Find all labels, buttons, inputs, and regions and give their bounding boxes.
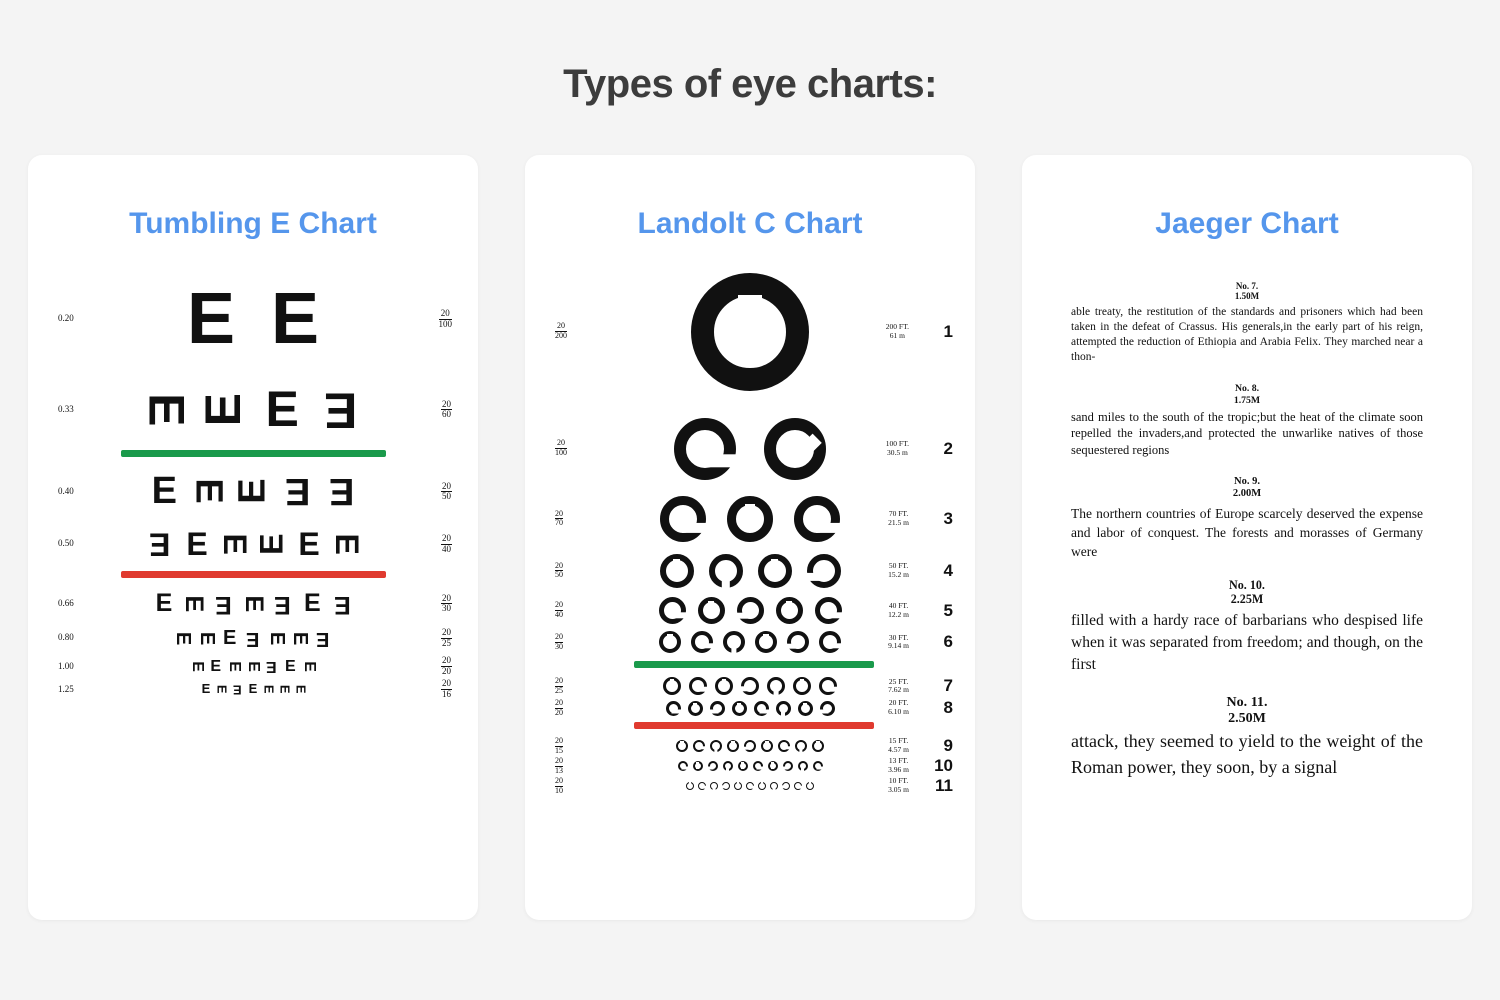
line-number-label: 9 <box>943 736 953 756</box>
optotype-landolt-c <box>793 677 811 695</box>
optotype-landolt-c <box>723 631 745 653</box>
optotype-landolt-c <box>688 701 703 716</box>
optotype-e: E <box>293 684 309 694</box>
optotype-e: E <box>222 626 237 649</box>
optotype-e: E <box>300 660 318 672</box>
landolt-c-row <box>539 736 961 756</box>
landolt-c-gap <box>805 573 824 581</box>
snellen-fraction-label: 20 40 <box>442 533 451 554</box>
optotype-e: E <box>172 631 195 645</box>
optotype-e: E <box>214 684 230 694</box>
snellen-fraction-label: 20 20 <box>442 655 451 676</box>
optotype-e: E <box>151 470 177 513</box>
landolt-c-gap <box>672 709 682 713</box>
optotype-landolt-c <box>678 761 688 771</box>
optotype-landolt-c <box>764 418 826 480</box>
jaeger-block-text: filled with a hardy race of barbarians who despised life when it was separated from freedom; and though, on the first <box>1071 611 1423 673</box>
optotype-landolt-c <box>710 701 725 716</box>
optotype-landolt-c <box>794 496 840 542</box>
landolt-c-row <box>539 776 961 796</box>
landolt-c-gap <box>682 767 689 770</box>
test-distance-label: 10 FT. 3.05 m <box>888 776 909 795</box>
optotype-landolt-c <box>776 597 803 624</box>
tumbling-e-row <box>46 680 460 699</box>
landolt-c-row <box>539 549 961 593</box>
optotype-landolt-c <box>813 761 823 771</box>
line-number-label: 8 <box>943 698 953 718</box>
tumbling-e-row <box>46 655 460 678</box>
landolt-c-chart <box>525 255 975 796</box>
landolt-c-gap <box>701 644 714 649</box>
landolt-c-gap <box>721 786 727 789</box>
card-landolt-c[interactable] <box>525 155 975 920</box>
line-number-label: 3 <box>943 508 953 528</box>
optotype-group <box>678 761 823 771</box>
optotype-landolt-c <box>795 740 807 752</box>
optotype-e: E <box>138 392 195 427</box>
landolt-c-gap <box>696 762 699 769</box>
optotype-landolt-c <box>715 677 733 695</box>
optotype-group <box>186 279 320 359</box>
landolt-c-gap <box>781 786 787 789</box>
optotype-e: E <box>216 533 253 555</box>
optotype-e: E <box>201 681 211 697</box>
optotype-landolt-c <box>708 761 718 771</box>
test-distance-label: 20 FT. 6.10 m <box>888 698 909 717</box>
optotype-landolt-c <box>660 554 694 588</box>
line-number-label: 5 <box>943 600 953 620</box>
decimal-acuity-label: 0.80 <box>58 632 74 643</box>
tumbling-e-row <box>46 624 460 653</box>
green-reference-bar <box>634 661 874 668</box>
landolt-c-gap <box>714 747 717 755</box>
optotype-landolt-c <box>778 740 790 752</box>
optotype-landolt-c <box>807 554 841 588</box>
test-distance-label: 50 FT. 15.2 m <box>888 561 909 579</box>
jaeger-block-text: able treaty, the restitution of the standards and prisoners which had been taken in the defeat of Crassus. His generals,in the early part of his reign, attempted the reduction of Ethiopia and Arabia Felix. They marched near a thon- <box>1071 305 1423 364</box>
landolt-c-gap <box>803 703 807 713</box>
snellen-fraction-label: 20 30 <box>555 632 563 651</box>
optotype-landolt-c <box>674 418 736 480</box>
optotype-group <box>660 554 841 588</box>
optotype-landolt-c <box>732 701 747 716</box>
snellen-fraction-label: 20 10 <box>555 775 563 795</box>
test-distance-label: 30 FT. 9.14 m <box>888 632 909 651</box>
landolt-c-gap <box>799 747 802 755</box>
optotype-group <box>188 657 318 675</box>
landolt-c-gap <box>745 504 755 529</box>
test-distance-label: 70 FT. 21.5 m <box>888 509 909 527</box>
optotype-group <box>151 470 355 513</box>
jaeger-chart <box>1071 281 1423 780</box>
decimal-acuity-label: 0.40 <box>58 485 74 496</box>
landolt-c-gap <box>790 433 823 466</box>
optotype-e: E <box>328 533 365 555</box>
test-distance-label: 40 FT. 12.2 m <box>888 600 909 619</box>
optotype-landolt-c <box>727 496 773 542</box>
card-title-tumbling-e: Tumbling E Chart <box>129 207 377 240</box>
optotype-landolt-c <box>758 782 766 790</box>
optotype-landolt-c <box>734 782 742 790</box>
optotype-landolt-c <box>758 554 792 588</box>
line-number-label: 10 <box>934 756 953 776</box>
landolt-c-gap <box>709 709 719 713</box>
optotype-landolt-c <box>693 740 705 752</box>
landolt-c-gap <box>809 782 812 788</box>
test-distance-label: 15 FT. 4.57 m <box>888 736 909 755</box>
jaeger-block-text: The northern countries of Europe scarcely deserved the expense and labor of conquest. The forests and morasses of Germany were <box>1071 505 1423 559</box>
optotype-landolt-c <box>691 631 713 653</box>
landolt-c-gap <box>689 782 692 788</box>
optotype-group <box>676 740 824 752</box>
line-number-label: 1 <box>943 321 953 341</box>
optotype-landolt-c <box>820 701 835 716</box>
landolt-c-gap <box>741 762 744 769</box>
optotype-landolt-c <box>815 597 842 624</box>
landolt-c-gap <box>783 746 791 749</box>
jaeger-block <box>1071 579 1423 676</box>
optotype-landolt-c <box>709 554 743 588</box>
optotype-e: E <box>214 590 232 619</box>
optotype-group <box>691 273 809 391</box>
optotype-landolt-c <box>722 782 730 790</box>
landolt-c-gap <box>731 645 736 658</box>
optotype-e: E <box>248 681 258 697</box>
card-tumbling-e[interactable] <box>28 155 478 920</box>
optotype-group <box>674 418 826 480</box>
optotype-group <box>172 626 330 650</box>
landolt-c-gap <box>760 709 770 713</box>
landolt-c-gap <box>763 634 768 647</box>
optotype-e: E <box>316 627 330 650</box>
landolt-c-gap <box>708 601 714 617</box>
optotype-landolt-c <box>798 761 808 771</box>
optotype-landolt-c <box>727 740 739 752</box>
landolt-c-row <box>539 593 961 628</box>
optotype-landolt-c <box>738 761 748 771</box>
line-number-label: 2 <box>943 438 953 458</box>
snellen-fraction-label: 20 16 <box>442 678 451 699</box>
snellen-fraction-label: 20 100 <box>555 438 567 458</box>
test-distance-label: 13 FT. 3.96 m <box>888 756 909 775</box>
landolt-c-row <box>539 408 961 489</box>
landolt-c-gap <box>737 703 741 713</box>
snellen-fraction-label: 20 70 <box>555 508 563 528</box>
optotype-landolt-c <box>776 701 791 716</box>
optotype-group <box>138 380 358 439</box>
optotype-e: E <box>148 526 171 563</box>
landolt-c-gap <box>707 767 714 770</box>
jaeger-block-heading: No. 7. 1.50M <box>1234 281 1260 302</box>
landolt-c-gap <box>682 523 707 533</box>
optotype-landolt-c <box>744 740 756 752</box>
snellen-fraction-label: 20 60 <box>442 398 451 420</box>
landolt-c-gap <box>819 709 829 713</box>
optotype-landolt-c <box>819 677 837 695</box>
optotype-landolt-c <box>819 631 841 653</box>
landolt-c-gap <box>698 746 706 749</box>
decimal-acuity-label: 0.33 <box>58 403 74 414</box>
landolt-c-gap <box>771 762 774 769</box>
green-reference-bar <box>121 450 386 457</box>
landolt-c-gap <box>827 612 843 618</box>
landolt-c-row <box>539 756 961 776</box>
landolt-c-gap <box>673 559 681 578</box>
snellen-fraction-label: 20 25 <box>442 627 451 648</box>
decimal-acuity-label: 0.20 <box>58 313 74 324</box>
jaeger-block <box>1071 476 1423 561</box>
landolt-c-gap <box>781 710 785 720</box>
page-title: Types of eye charts: <box>563 62 937 106</box>
landolt-c-row <box>539 698 961 718</box>
optotype-e: E <box>186 525 208 562</box>
optotype-group <box>686 782 814 790</box>
decimal-acuity-label: 0.66 <box>58 597 74 608</box>
line-number-label: 11 <box>935 776 953 796</box>
optotype-e: E <box>187 478 230 505</box>
optotype-e: E <box>265 380 299 437</box>
optotype-e: E <box>195 392 252 427</box>
red-reference-bar <box>634 722 874 729</box>
snellen-fraction-label: 20 30 <box>442 592 451 613</box>
landolt-c-gap <box>726 767 729 774</box>
optotype-e: E <box>274 590 292 619</box>
optotype-landolt-c <box>666 701 681 716</box>
optotype-landolt-c <box>660 496 706 542</box>
optotype-landolt-c <box>798 701 813 716</box>
landolt-c-gap <box>731 741 734 749</box>
landolt-c-gap <box>829 644 842 649</box>
optotype-e: E <box>231 478 274 505</box>
card-title-landolt-c: Landolt C Chart <box>637 207 863 240</box>
landolt-c-gap <box>801 767 804 774</box>
optotype-group <box>201 681 309 698</box>
optotype-e: E <box>266 657 277 675</box>
optotype-landolt-c <box>676 740 688 752</box>
optotype-landolt-c <box>746 782 754 790</box>
tumbling-e-row <box>46 464 460 519</box>
landolt-c-gap <box>817 767 824 770</box>
landolt-c-gap <box>816 741 819 749</box>
jaeger-block-text: attack, they seemed to yield to the weight of the Roman power, they soon, by a signal <box>1071 731 1423 777</box>
jaeger-block-heading: No. 8. 1.75M <box>1233 383 1261 406</box>
landolt-c-gap <box>704 454 737 467</box>
optotype-e: E <box>246 627 260 650</box>
landolt-c-gap <box>697 687 708 692</box>
optotype-landolt-c <box>787 631 809 653</box>
optotype-group <box>666 701 835 716</box>
optotype-landolt-c <box>783 761 793 771</box>
decimal-acuity-label: 1.25 <box>58 683 74 694</box>
optotype-e: E <box>186 279 235 359</box>
landolt-c-gap <box>667 634 672 647</box>
landolt-c-gap <box>761 782 764 788</box>
landolt-c-gap <box>827 687 838 692</box>
landolt-c-gap <box>670 679 675 690</box>
snellen-fraction-label: 20 20 <box>555 697 563 717</box>
optotype-group <box>663 677 837 695</box>
optotype-landolt-c <box>770 782 778 790</box>
snellen-fraction-label: 20 13 <box>555 755 563 775</box>
optotype-e: E <box>271 279 320 359</box>
optotype-e: E <box>195 631 218 645</box>
optotype-e: E <box>261 684 277 694</box>
tumbling-e-row <box>46 267 460 371</box>
optotype-e: E <box>244 660 262 672</box>
tumbling-e-chart <box>28 267 478 699</box>
optotype-landolt-c <box>659 597 686 624</box>
landolt-c-gap <box>757 767 764 770</box>
landolt-c-gap <box>765 741 768 749</box>
optotype-e: E <box>188 660 206 672</box>
landolt-c-gap <box>771 559 779 578</box>
optotype-landolt-c <box>691 273 809 391</box>
optotype-e: E <box>304 588 321 617</box>
landolt-c-row <box>539 675 961 698</box>
landolt-c-gap <box>701 786 707 789</box>
decimal-acuity-label: 0.50 <box>58 538 74 549</box>
optotype-e: E <box>289 631 312 645</box>
test-distance-label: 100 FT. 30.5 m <box>885 439 909 457</box>
snellen-fraction-label: 20 15 <box>555 735 563 755</box>
snellen-fraction-label: 20 25 <box>555 676 563 695</box>
optotype-e: E <box>155 588 173 617</box>
optotype-e: E <box>323 382 358 439</box>
optotype-e: E <box>265 631 288 645</box>
optotype-landolt-c <box>693 761 703 771</box>
line-number-label: 6 <box>943 632 953 652</box>
line-number-label: 7 <box>943 676 953 696</box>
test-distance-label: 25 FT. 7.62 m <box>888 676 909 695</box>
landolt-c-gap <box>743 746 751 749</box>
optotype-landolt-c <box>812 740 824 752</box>
optotype-group <box>660 496 840 542</box>
optotype-landolt-c <box>659 631 681 653</box>
jaeger-block <box>1071 383 1423 458</box>
optotype-landolt-c <box>710 782 718 790</box>
optotype-landolt-c <box>710 740 722 752</box>
optotype-landolt-c <box>794 782 802 790</box>
landolt-c-gap <box>786 601 792 617</box>
optotype-e: E <box>232 682 242 698</box>
chart-cards-container <box>0 155 1500 920</box>
optotype-landolt-c <box>698 782 706 790</box>
jaeger-block-text: sand miles to the south of the tropic;but the heat of the climate soon repelled the invaders,and protected the unwarlike natives of those sequestered regions <box>1071 409 1423 457</box>
snellen-fraction-label: 20 50 <box>555 560 563 580</box>
landolt-c-gap <box>735 612 751 618</box>
optotype-landolt-c <box>806 782 814 790</box>
line-number-label: 4 <box>943 560 953 580</box>
optotype-e: E <box>210 657 221 675</box>
optotype-landolt-c <box>767 677 785 695</box>
optotype-e: E <box>180 595 209 612</box>
snellen-fraction-label: 20 200 <box>555 321 567 341</box>
landolt-c-gap <box>797 786 803 789</box>
landolt-c-gap <box>680 741 683 749</box>
tumbling-e-row <box>46 585 460 621</box>
landolt-c-gap <box>773 786 776 792</box>
landolt-c-gap <box>722 679 727 690</box>
jaeger-block-heading: No. 10. 2.25M <box>1229 577 1265 606</box>
landolt-c-row <box>539 255 961 408</box>
tumbling-e-row <box>46 373 460 446</box>
optotype-landolt-c <box>723 761 733 771</box>
landolt-c-gap <box>713 786 716 792</box>
landolt-c-row <box>539 489 961 549</box>
snellen-fraction-label: 20 50 <box>442 480 451 501</box>
optotype-e: E <box>329 470 355 513</box>
optotype-landolt-c <box>768 761 778 771</box>
landolt-c-gap <box>800 679 805 690</box>
optotype-landolt-c <box>761 740 773 752</box>
optotype-e: E <box>284 470 311 513</box>
optotype-e: E <box>333 590 351 619</box>
card-title-jaeger: Jaeger Chart <box>1155 207 1339 240</box>
optotype-landolt-c <box>689 677 707 695</box>
snellen-fraction-label: 20 40 <box>555 600 563 620</box>
optotype-group <box>148 525 365 563</box>
test-distance-label: 200 FT. 61 m <box>885 322 909 340</box>
optotype-landolt-c <box>782 782 790 790</box>
jaeger-block-heading: No. 11. 2.50M <box>1226 693 1268 726</box>
landolt-c-gap <box>782 767 789 770</box>
optotype-landolt-c <box>755 631 777 653</box>
landolt-c-gap <box>738 295 763 356</box>
jaeger-block-heading: No. 9. 2.00M <box>1232 476 1262 500</box>
optotype-group <box>659 631 841 653</box>
snellen-fraction-label: 20 100 <box>438 308 452 329</box>
decimal-acuity-label: 1.00 <box>58 660 74 671</box>
optotype-e: E <box>253 533 290 555</box>
landolt-c-gap <box>786 644 799 649</box>
landolt-c-gap <box>671 612 687 618</box>
optotype-landolt-c <box>698 597 725 624</box>
optotype-e: E <box>285 657 296 675</box>
landolt-c-row <box>539 628 961 657</box>
card-jaeger[interactable] <box>1022 155 1472 920</box>
tumbling-e-row <box>46 521 460 567</box>
optotype-landolt-c <box>754 701 769 716</box>
jaeger-block <box>1071 694 1423 780</box>
optotype-landolt-c <box>753 761 763 771</box>
optotype-e: E <box>277 684 293 694</box>
landolt-c-gap <box>749 786 755 789</box>
optotype-group <box>659 597 842 624</box>
optotype-group <box>155 588 351 619</box>
optotype-landolt-c <box>663 677 681 695</box>
optotype-landolt-c <box>737 597 764 624</box>
landolt-c-gap <box>740 687 751 692</box>
optotype-e: E <box>225 660 243 672</box>
optotype-e: E <box>239 595 268 612</box>
optotype-landolt-c <box>741 677 759 695</box>
jaeger-block <box>1071 281 1423 365</box>
optotype-landolt-c <box>686 782 694 790</box>
landolt-c-gap <box>816 523 841 533</box>
red-reference-bar <box>121 571 386 578</box>
landolt-c-gap <box>693 703 697 713</box>
optotype-e: E <box>298 525 320 562</box>
landolt-c-gap <box>737 782 740 788</box>
